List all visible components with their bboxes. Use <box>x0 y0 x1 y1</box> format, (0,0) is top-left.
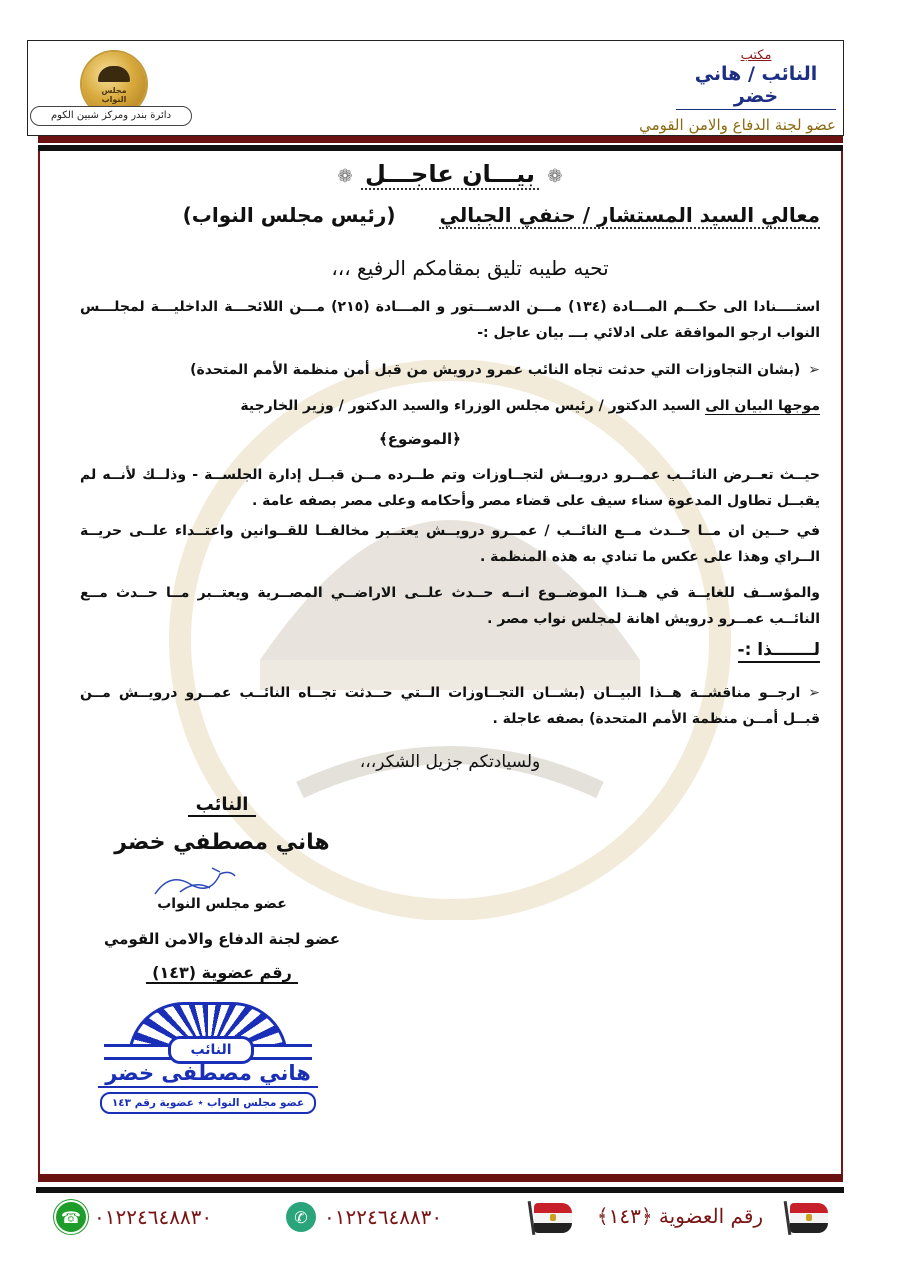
subject-heading: ﴿الموضوع﴾ <box>379 430 461 448</box>
footer-membership <box>530 1196 830 1236</box>
addressee-name: معالي السيد المستشار / حنفي الجبالي <box>439 203 820 227</box>
directed-recipients: السيد الدكتور / رئيس مجلس الوزراء والسيد الدكتور / وزير الخارجية <box>240 398 701 414</box>
office-label: مكتب <box>740 48 772 63</box>
arrow-bullet-icon: ➢ <box>808 685 820 701</box>
ornament-icon: ❁ <box>547 166 563 187</box>
signature-member: عضو مجلس النواب <box>157 896 287 912</box>
district-label: دائرة بندر ومركز شبين الكوم <box>30 106 192 126</box>
committee-label: عضو لجنة الدفاع والامن القومي <box>639 116 836 134</box>
title-text: بيـــان عاجـــل <box>361 160 539 190</box>
directed-label: موجها البيان الى <box>705 398 820 414</box>
footer-divider-maroon <box>38 1174 843 1182</box>
official-stamp <box>98 1002 318 1114</box>
divider-maroon <box>38 136 843 143</box>
request-text: ارجــو مناقشــة هــذا البيــان (بشــان التجــاوزات الــتي حــدثت تجــاه النائــب عمــرو درويــش مــن قبــل أمــن منظمة الأمم المتحدة) بصفه عاجلة . <box>80 685 820 727</box>
signature-title <box>92 794 352 815</box>
bullet-text: (بشان التجاوزات التي حدثت تجاه النائب عمرو درويش من قبل أمن منظمة الأمم المتحدة) <box>190 362 801 378</box>
footer-whatsapp <box>286 1200 442 1234</box>
footer-divider-black <box>36 1187 844 1193</box>
paragraph-legal-basis: استــــنادا الى حكـــم المـــادة (١٣٤) مـــن الدســـتور و المـــادة (٢١٥) مـــن اللائحـــة الداخليـــة لمجلـــس النواب ارجو الموافقة على ادلائي بـــ بيان عاجل :- <box>80 299 821 341</box>
stamp-name: هاني مصطفى خضر <box>98 1060 318 1088</box>
whatsapp-icon: ✆ <box>286 1202 316 1232</box>
paragraph-regret: والمؤســف للغايــة في هــذا الموضــوع انــه حــدث علــى الاراضــي المصــرية ويعتــبر مــا حــدث مــع النائــب عمــرو درويش اهانة لمجلس نواب مصر . <box>80 585 820 627</box>
dome-icon <box>98 66 130 82</box>
addressee <box>183 203 820 227</box>
addressee-role: (رئيس مجلس النواب) <box>182 203 396 227</box>
ornament-icon: ❁ <box>337 166 353 187</box>
signature-committee: عضو لجنة الدفاع والامن القومي <box>104 930 340 948</box>
stamp-label: النائب <box>168 1036 254 1064</box>
whatsapp-number[interactable]: ٠١٢٢٤٦٤٨٨٣٠ <box>324 1205 443 1229</box>
letterhead-office <box>576 48 836 134</box>
stamp-subtitle: عضو مجلس النواب ٭ عضوية رقم ١٤٣ <box>100 1092 316 1114</box>
closing-line: ولسيادتكم جزيل الشكر،،، <box>359 752 541 772</box>
paragraph-violation: في حــين ان مــا حــدث مــع النائــب / عمــرو درويــش يعتــبر مخالفــا للقــوانين واعتــداء علــى حريــة الــراي وهذا على عكس ما تنادي به هذه المنظمة . <box>80 523 820 565</box>
directed-to <box>240 398 820 414</box>
seal-text: مجلس النواب <box>101 86 127 104</box>
document-title <box>330 160 570 188</box>
egypt-flag-icon <box>530 1201 574 1231</box>
mp-title: النائب / هاني خضر <box>676 63 836 110</box>
phone-number[interactable]: ٠١٢٢٤٦٤٨٨٣٠ <box>94 1205 213 1229</box>
footer-phone <box>56 1200 212 1234</box>
signature-membership-text: رقم عضوية (١٤٣) <box>146 963 298 984</box>
signature-name: هاني مصطفي خضر <box>114 830 330 855</box>
paragraph-incident: حيــث تعــرض النائــب عمــرو درويــش لتجــاوزات وتم طــرده مــن قبــل إدارة الجلســة - وذلــك لأنــه لم يقبــل تطاول المدعوة سناء سيف على قضاء مصر وأحكامه وعلى مصر بصفه عامة . <box>80 467 820 509</box>
signature-membership <box>92 963 352 982</box>
phone-icon: ☎ <box>56 1202 86 1232</box>
therefore-heading: لـــــــذا :- <box>738 640 820 663</box>
greeting: تحيه طيبه تليق بمقامكم الرفيع ،،، <box>331 256 609 280</box>
arrow-bullet-icon: ➢ <box>808 362 820 378</box>
signature-title-text: النائب <box>188 794 257 817</box>
bullet-item <box>190 362 820 378</box>
egypt-flag-icon <box>786 1201 830 1231</box>
request-bullet <box>80 680 820 732</box>
membership-number: رقم العضوية ﴿١٤٣﴾ <box>596 1204 764 1228</box>
